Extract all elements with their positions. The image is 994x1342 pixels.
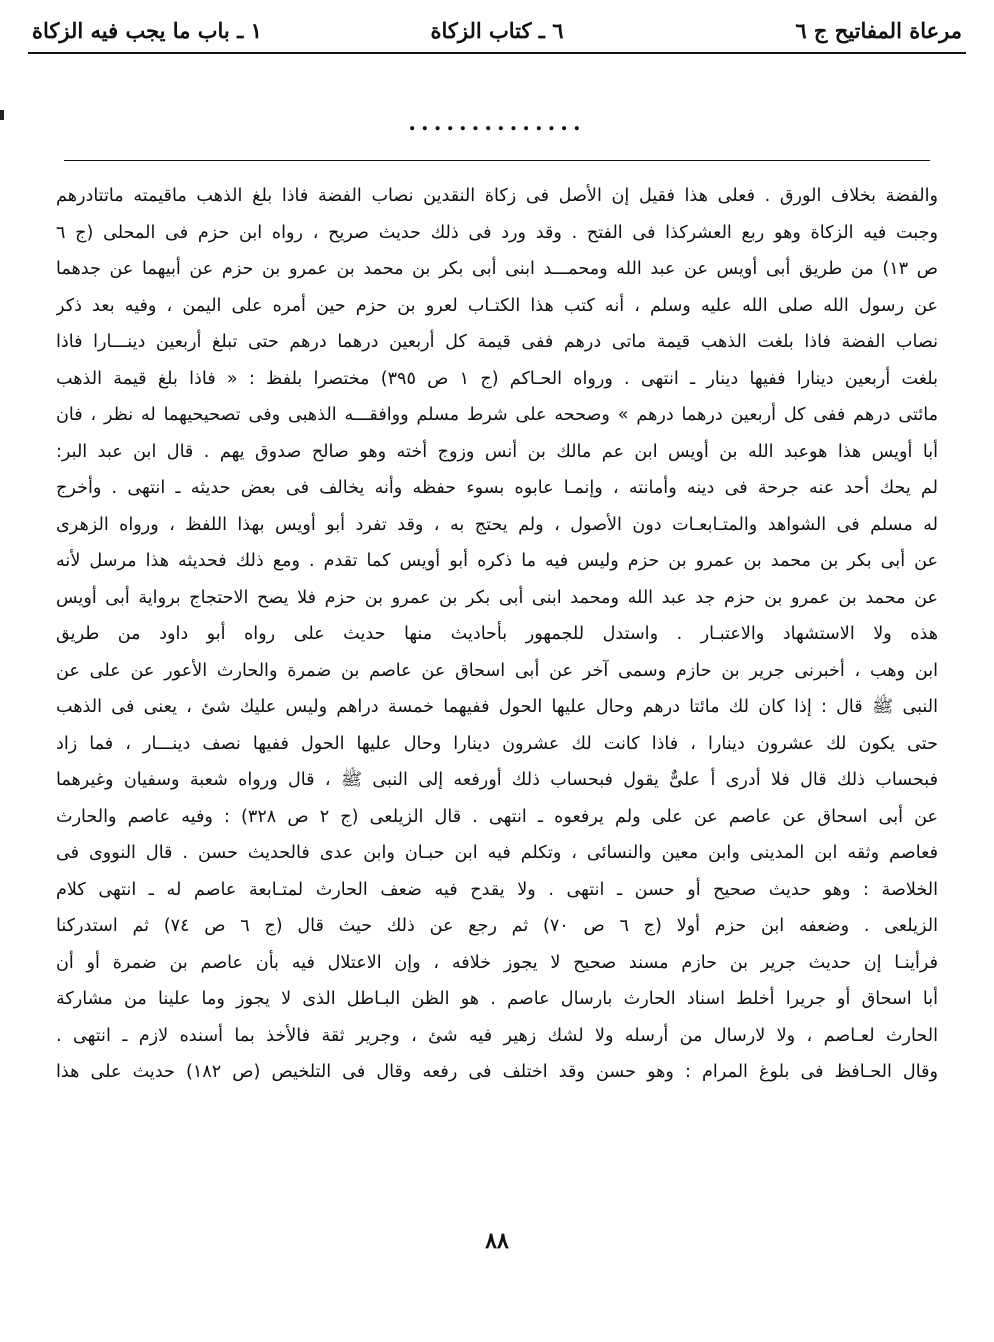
text-line: فرأينـا إن حديث جرير بن حازم مسند صحيح لا يجوز خلافه ، وإن الاعتلال فيه بأن عاصم بن ضمرة أو أن [56, 952, 938, 973]
footnote-rule [64, 160, 930, 161]
text-line: أبا اسحاق أو جريرا أخلط اسناد الحارث بارسال عاصم . هو الظن البـاطل الذى لا يجوز وما علينا من مشاركة [56, 989, 938, 1009]
header-rule [28, 52, 966, 54]
text-line: هذه ولا الاستشهاد والاعتبـار . واستدل للجمهور بأحاديث منها حديث على رواه أبو داود من طريق [56, 624, 938, 644]
text-line: الحارث لعـاصم ، ولا لارسال من أرسله ولا لشك زهير فيه شئ ، وجرير ثقة فالأخذ بما أسنده لازم ـ انتهى . [56, 1025, 938, 1046]
text-line: فعاصم وثقه ابن المدينى وابن معين والنسائى ، وتكلم فيه ابن حبـان وابن عدى فالحديث حسن . قال النووى فى [56, 843, 938, 863]
text-line: وجبت فيه الزكاة وهو ربع العشركذا فى الفتح . وقد ورد فى ذلك حديث صريح ، رواه ابن حزم فى المحلى (ج ٦ [56, 222, 938, 243]
text-line: والفضة بخلاف الورق . فعلى هذا فقيل إن الأصل فى زكاة النقدين نصاب الفضة فاذا بلغ الذهب ماقيمته ماتتادرهم [56, 186, 938, 206]
commentary-text [56, 178, 938, 1091]
text-line: بلغت أربعين دينارا ففيها دينار ـ انتهى . ورواه الحـاكم (ج ١ ص ٣٩٥) مختصرا بلفظ : « فاذا بلغ قيمة الذهب [56, 368, 938, 389]
section-separator: .............. [408, 110, 586, 136]
text-line: عن محمد بن عمرو بن حزم جد عبد الله ومحمد ابنى أبى بكر بن عمرو بن حزم فلا يصح الاحتجاج برواية أبى أويس [56, 587, 938, 608]
running-header [28, 14, 966, 54]
text-line: الزيلعى . وضعفه ابن حزم أولا (ج ٦ ص ٧٠) ثم رجع عن ذلك حيث قال (ج ٦ ص ٧٤) ثم استدركنا [56, 916, 938, 936]
text-line: عن رسول الله صلى الله عليه وسلم ، أنه كتب هذا الكتـاب لعرو بن حزم حين أمره على اليمن ، وفيه بعد ذكر [56, 295, 938, 316]
text-line: عن أبى بكر بن محمد بن عمرو بن حزم وليس فيه ما ذكره أبو أويس كما تقدم . ومع ذلك فحديثه هذا مرسل لأنه [56, 551, 938, 571]
text-line: ص ١٣) من طريق أبى أويس عن عبد الله ومحمـــد ابنى أبى بكر بن محمد بن عمرو بن حزم عن أبيهما عن جدهما [56, 259, 938, 279]
text-line: ابن وهب ، أخبرنى جرير بن حازم وسمى آخر عن أبى اسحاق عن عاصم بن ضمرة والحارث الأعور عن على عن [56, 660, 938, 681]
text-line: النبى ﷺ قال : إذا كان لك مائتا درهم وحال عليها الحول ففيهما خمسة دراهم وليس عليك شئ ، يعنى فى الذهب [56, 697, 938, 717]
page-number: ٨٨ [485, 1228, 509, 1254]
text-line: وقال الحـافظ فى بلوغ المرام : وهو حسن وقد اختلف فى رفعه وقال فى التلخيص (ص ١٨٢) حديث على هذا [56, 1062, 938, 1082]
header-chapter-title: ٦ ـ كتاب الزكاة [430, 18, 564, 43]
text-line: عن أبى اسحاق عن عاصم عن على ولم يرفعوه ـ انتهى . قال الزيلعى (ج ٢ ص ٣٢٨) : وفيه عاصم والحارث [56, 806, 938, 827]
header-section-title: ١ ـ باب ما يجب فيه الزكاة [32, 18, 262, 43]
text-line: لم يحك أحد عنه جرحة فى دينه وأمانته ، وإنمـا عابوه بسوء حفظه وأنه يخالف فى بعض حديثه ـ انتهى . وأخرج [56, 478, 938, 498]
text-line: مائتى درهم ففى كل أربعين درهما درهم » وصححه على شرط مسلم ووافقـــه الذهبى وفى تصحيحيهما له نظر ، فان [56, 405, 938, 425]
text-line: فبحساب ذلك قال فلا أدرى أ علىٌّ يقول فبحساب ذلك أورفعه إلى النبى ﷺ ، قال ورواه شعبة وسفيان وغيرهما [56, 770, 938, 790]
text-line: له مسلم فى الشواهد والمتـابعـات دون الأصول ، ولم يحتج به ، وقد تفرد أبو أويس بهذا اللفظ ، ورواه الزهرى [56, 514, 938, 535]
text-line: الخلاصة : وهو حديث صحيح أو حسن ـ انتهى . ولا يقدح فيه ضعف الحارث لمتـابعة عاصم له ـ انتهى كلام [56, 879, 938, 900]
text-line: حتى يكون لك عشرون دينارا ، فاذا كانت لك عشرون دينارا وحال عليها الحول ففيها نصف دينـــار ، فما زاد [56, 733, 938, 754]
text-line: أبا أويس هذا هوعبد الله بن أويس ابن عم مالك بن أنس وزوج أخته وهو صالح صدوق يهم . قال ابن عبد البر: [56, 441, 938, 462]
text-line: نصاب الفضة فاذا بلغت الذهب قيمة ماتى درهم ففى قيمة كل أربعين درهما درهم حتى تبلغ أربعين دينـــارا فاذا [56, 332, 938, 352]
header-book-title: مرعاة المفاتيح ج ٦ [795, 18, 962, 43]
